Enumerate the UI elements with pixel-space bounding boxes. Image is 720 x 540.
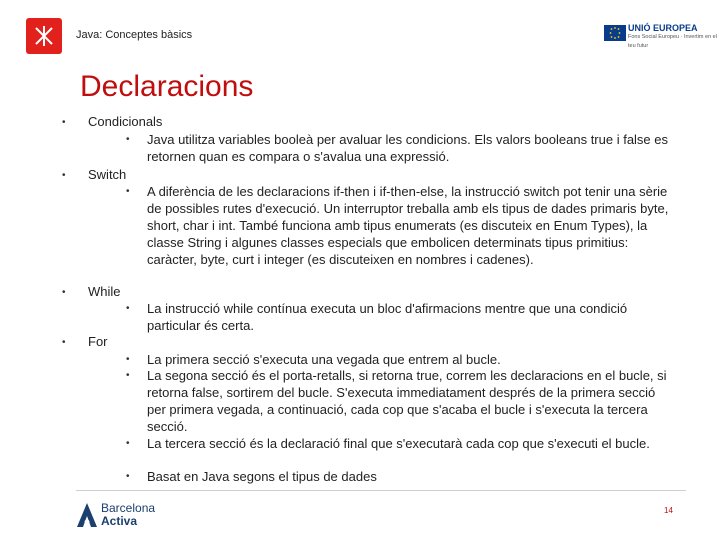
bullet-icon: • xyxy=(126,134,130,145)
barcelona-activa-brand xyxy=(101,502,155,528)
barcelona-activa-logo-icon xyxy=(76,502,98,528)
section-item-text: Java utilitza variables booleà per avaluar les condicions. Els valors booleans true i false es retornen quan es compara o s'avalua una expressió. xyxy=(147,132,669,164)
section-item-text: La instrucció while contínua executa un bloc d'afirmacions mentre que una condició particular és certa. xyxy=(147,301,628,333)
section-label-for: For xyxy=(88,334,108,349)
bullet-icon: • xyxy=(126,354,130,365)
section-item-text: Basat en Java segons el tipus de dades xyxy=(147,469,377,484)
bullet-icon: • xyxy=(62,337,66,348)
bullet-icon: • xyxy=(126,370,130,381)
section-label-while: While xyxy=(88,284,121,299)
section-item-text: La segona secció és el porta-retalls, si retorna true, correm les declaracions en el bucle, si retorna false, sortirem del bucle. S'executa immediatament després de la primera secció per primera vegada, a continuació, cada cop que s'acaba el bucle i s'executa la tercera secció. xyxy=(147,368,667,434)
eu-label-line1: UNIÓ EUROPEA xyxy=(628,23,698,33)
page-number: 14 xyxy=(664,506,673,515)
bullet-icon: • xyxy=(62,287,66,298)
bullet-icon: • xyxy=(126,303,130,314)
footer-divider xyxy=(76,490,686,491)
bullet-icon: • xyxy=(126,186,130,197)
bullet-icon: • xyxy=(62,117,66,128)
bullet-icon: • xyxy=(126,438,130,449)
brand-line1: Barcelona xyxy=(101,501,156,515)
page-title: Declaracions xyxy=(80,70,254,103)
bullet-icon: • xyxy=(62,170,66,181)
bullet-icon: • xyxy=(126,471,130,482)
header-title: Java: Conceptes bàsics xyxy=(76,29,193,41)
brand-line2: Activa xyxy=(101,514,138,528)
section-item-text: La tercera secció és la declaració final que s'executarà cada cop que s'executi el bucle. xyxy=(147,436,650,451)
section-item-text: La primera secció s'executa una vegada que entrem al bucle. xyxy=(147,352,501,367)
eu-flag-icon xyxy=(604,25,626,41)
barcelona-logo-icon xyxy=(26,18,62,54)
eu-label xyxy=(628,24,720,51)
section-label-condicionals: Condicionals xyxy=(88,114,163,129)
eu-label-line2: Fons Social Europeu · Invertim en el teu futur xyxy=(628,34,717,49)
section-item-text: A diferència de les declaracions if-then i if-then-else, la instrucció switch pot tenir una sèrie de possibles rutes d'execució. Un interruptor treballa amb els tipus de dades primaris byte, short, char i int. També funciona amb tipus enumerats (es discuteix en Enum Types), la classe String i algunes classes especials que embolicen determinats tipus primitius: caràcter, byte, curt i integer (es discuteixen en nombres i cadenes). xyxy=(147,184,669,267)
section-label-switch: Switch xyxy=(88,167,127,182)
